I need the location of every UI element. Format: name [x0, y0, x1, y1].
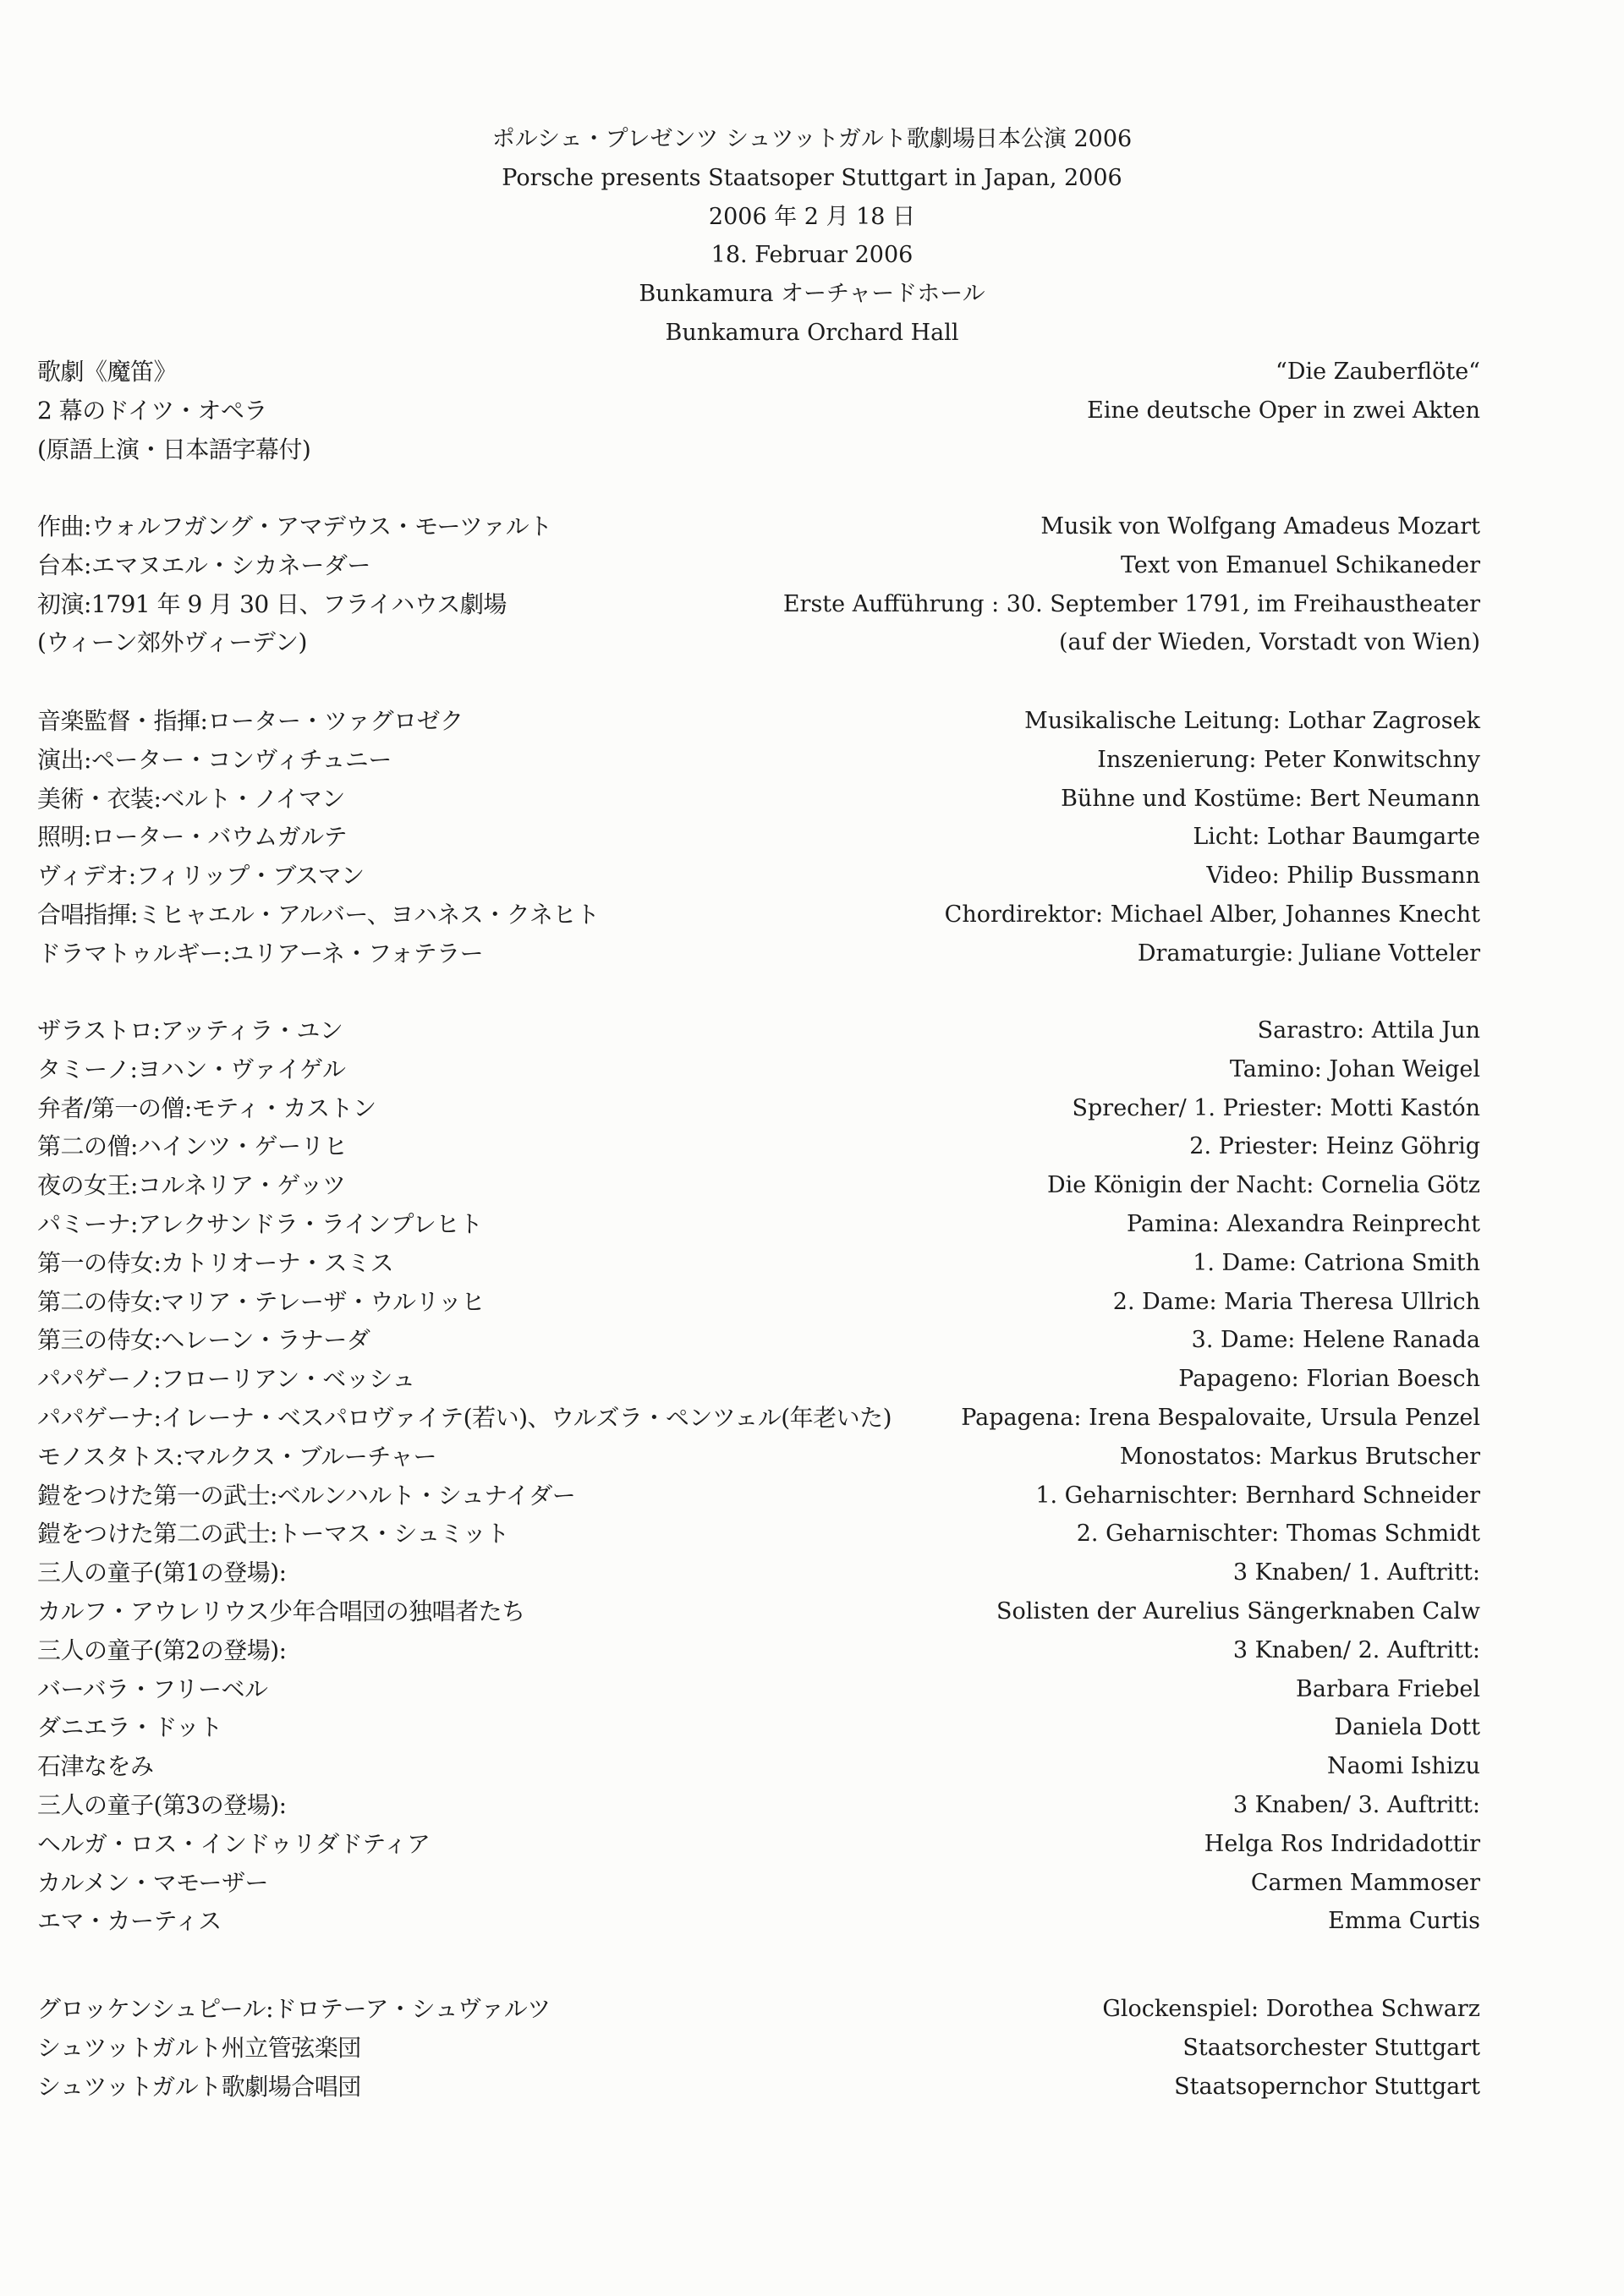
credit-de: Eine deutsche Oper in zwei Akten	[1087, 397, 1480, 424]
credit-ja: 石津なをみ	[37, 1752, 154, 1781]
credit-row	[0, 546, 1624, 585]
credit-row	[0, 1864, 1624, 1903]
credit-de: Glockenspiel: Dorothea Schwarz	[1102, 1996, 1480, 2022]
header-line-date-de: 18. Februar 2006	[710, 242, 914, 269]
credit-row	[0, 1321, 1624, 1360]
credit-de: Chordirektor: Michael Alber, Johannes Knecht	[944, 901, 1480, 928]
credit-row	[0, 1747, 1624, 1786]
credit-ja: 鎧をつけた第二の武士:トーマス・シュミット	[37, 1520, 509, 1548]
credit-ja: カルメン・マモーザー	[37, 1868, 269, 1897]
credit-de: 3 Knaben/ 3. Auftritt:	[1232, 1791, 1480, 1818]
credit-row	[0, 1631, 1624, 1670]
credit-row	[0, 1399, 1624, 1438]
credit-de: Musikalische Leitung: Lothar Zagrosek	[1024, 708, 1480, 734]
credit-de: 1. Geharnischter: Bernhard Schneider	[1035, 1482, 1480, 1509]
credit-row	[0, 623, 1624, 662]
credit-row	[0, 1902, 1624, 1941]
credit-de: 3 Knaben/ 2. Auftritt:	[1232, 1636, 1480, 1663]
credit-de: Papagena: Irena Bespalovaite, Ursula Penzel	[961, 1404, 1480, 1431]
header-line-venue-de: Bunkamura Orchard Hall	[665, 319, 959, 346]
credit-de: “Die Zauberflöte“	[1276, 359, 1480, 385]
header-line-sponsor-de: Porsche presents Staatsoper Stuttgart in Japan, 2006	[502, 164, 1122, 191]
credit-de: Emma Curtis	[1328, 1908, 1480, 1935]
credit-row	[0, 1011, 1624, 1050]
credit-row	[0, 1127, 1624, 1166]
credit-ja: タミーノ:ヨハン・ヴァイゲル	[37, 1055, 346, 1083]
credit-row	[0, 1515, 1624, 1553]
credit-de: Die Königin der Nacht: Cornelia Götz	[1046, 1172, 1480, 1199]
credit-ja: 歌劇《魔笛》	[37, 358, 178, 386]
credit-ja: バーバラ・フリーベル	[37, 1674, 268, 1703]
program-header	[0, 120, 1624, 353]
credit-row	[0, 818, 1624, 857]
credit-row	[0, 896, 1624, 934]
credit-ja: パパゲーナ:イレーナ・ベスパロヴァイテ(若い)、ウルズラ・ペンツェル(年老いた)	[37, 1403, 892, 1432]
credit-ja: 台本:エマヌエル・シカネーダー	[37, 551, 370, 579]
credit-ja: ザラストロ:アッティラ・ユン	[37, 1016, 343, 1044]
credit-ja: シュツットガルト州立管弦楽団	[37, 2033, 361, 2062]
credit-de: Sprecher/ 1. Priester: Motti Kastón	[1072, 1094, 1480, 1121]
credit-de: 2. Dame: Maria Theresa Ullrich	[1112, 1288, 1480, 1315]
credit-ja: 音楽監督・指揮:ローター・ツァグロゼク	[37, 707, 464, 735]
credit-de: Bühne und Kostüme: Bert Neumann	[1061, 785, 1480, 812]
cast-section	[0, 1011, 1624, 1941]
credit-row	[0, 1670, 1624, 1709]
credit-row	[0, 1089, 1624, 1128]
credit-row	[0, 741, 1624, 780]
credit-row	[0, 2029, 1624, 2068]
credit-ja: モノスタトス:マルクス・ブルーチャー	[37, 1442, 436, 1471]
credit-row	[0, 857, 1624, 896]
credit-ja: カルフ・アウレリウス少年合唱団の独唱者たち	[37, 1597, 525, 1625]
credit-de: Staatsorchester Stuttgart	[1182, 2034, 1480, 2061]
credit-de: 1. Dame: Catriona Smith	[1193, 1249, 1480, 1276]
credit-de: Staatsopernchor Stuttgart	[1174, 2073, 1480, 2100]
credit-row	[0, 1708, 1624, 1747]
credit-row	[0, 1166, 1624, 1205]
credit-row	[0, 780, 1624, 819]
credit-ja: エマ・カーティス	[37, 1907, 222, 1936]
credit-row	[0, 1050, 1624, 1089]
credit-row	[0, 1786, 1624, 1825]
credit-de: Dramaturgie: Juliane Votteler	[1137, 940, 1480, 967]
credit-row	[0, 2068, 1624, 2107]
credit-de: Video: Philip Bussmann	[1206, 863, 1480, 890]
credit-de: Monostatos: Markus Brutscher	[1119, 1443, 1480, 1470]
credit-de: (auf der Wieden, Vorstadt von Wien)	[1058, 629, 1480, 656]
credit-ja: 第一の侍女:カトリオーナ・スミス	[37, 1248, 394, 1277]
credit-ja: 三人の童子(第3の登場):	[37, 1790, 287, 1819]
credit-de: Naomi Ishizu	[1327, 1753, 1480, 1780]
credit-ja: ダニエラ・ドット	[37, 1713, 222, 1742]
credit-row	[0, 353, 1624, 392]
credit-ja: 三人の童子(第1の登場):	[37, 1559, 287, 1587]
credit-ja: 作曲:ウォルフガング・アマデウス・モーツァルト	[37, 512, 552, 540]
credit-de: 3. Dame: Helene Ranada	[1191, 1327, 1480, 1354]
credit-ja: 演出:ペーター・コンヴィチュニー	[37, 745, 392, 774]
credit-de: Licht: Lothar Baumgarte	[1193, 824, 1480, 851]
production-team-section	[0, 702, 1624, 973]
credit-de: 2. Geharnischter: Thomas Schmidt	[1076, 1521, 1480, 1548]
credit-ja: 初演:1791 年 9 月 30 日、フライハウス劇場	[37, 589, 507, 618]
credit-ja: ヴィデオ:フィリップ・ブスマン	[37, 862, 365, 890]
credit-ja: (ウィーン郊外ヴィーデン)	[37, 628, 307, 657]
creation-section	[0, 507, 1624, 662]
credit-row	[0, 1477, 1624, 1515]
credit-ja: 第二の侍女:マリア・テレーザ・ウルリッヒ	[37, 1287, 485, 1316]
credit-ja: 合唱指揮:ミヒャエル・アルバー、ヨハネス・クネヒト	[37, 900, 600, 929]
credit-row	[0, 1205, 1624, 1244]
ensemble-section	[0, 1990, 1624, 2106]
credit-de: Carmen Mammoser	[1250, 1869, 1480, 1896]
credit-ja: 鎧をつけた第一の武士:ベルンハルト・シュナイダー	[37, 1481, 576, 1510]
credit-ja: 2 幕のドイツ・オペラ	[37, 396, 267, 425]
credit-de: Helga Ros Indridadottir	[1204, 1830, 1480, 1857]
credit-row	[0, 585, 1624, 624]
credit-ja: 第二の僧:ハインツ・ゲーリヒ	[37, 1132, 348, 1161]
credit-row	[0, 507, 1624, 546]
credit-ja: パパゲーノ:フローリアン・ベッシュ	[37, 1365, 415, 1394]
credit-row	[0, 392, 1624, 430]
credit-row	[0, 934, 1624, 973]
credit-de: 2. Priester: Heinz Göhrig	[1189, 1133, 1480, 1160]
credit-row	[0, 430, 1624, 469]
credit-row	[0, 702, 1624, 741]
credit-ja: ヘルガ・ロス・インドゥリダドティア	[37, 1829, 431, 1858]
credit-ja: 夜の女王:コルネリア・ゲッツ	[37, 1171, 346, 1200]
credit-row	[0, 1283, 1624, 1322]
credit-row	[0, 1990, 1624, 2029]
title-section	[0, 353, 1624, 469]
credit-row	[0, 1825, 1624, 1864]
credit-row	[0, 1592, 1624, 1631]
credit-de: Text von Emanuel Schikaneder	[1120, 551, 1480, 578]
credit-ja: 三人の童子(第2の登場):	[37, 1636, 287, 1664]
credit-ja: 第三の侍女:ヘレーン・ラナーダ	[37, 1326, 370, 1355]
credit-de: Pamina: Alexandra Reinprecht	[1126, 1210, 1480, 1237]
header-line-sponsor-ja: ポルシェ・プレゼンツ シュツットガルト歌劇場日本公演 2006	[491, 126, 1133, 152]
credit-row	[0, 1553, 1624, 1592]
header-line-date-ja: 2006 年 2 月 18 日	[708, 203, 916, 230]
credit-de: Inszenierung: Peter Konwitschny	[1097, 746, 1480, 773]
credit-row	[0, 1244, 1624, 1283]
credit-ja: グロッケンシュピール:ドロテーア・シュヴァルツ	[37, 1995, 551, 2023]
credit-ja: 美術・衣装:ベルト・ノイマン	[37, 784, 345, 813]
credit-de: 3 Knaben/ 1. Auftritt:	[1232, 1559, 1480, 1586]
header-line-venue-ja: Bunkamura オーチャードホール	[639, 281, 985, 308]
credit-row	[0, 1360, 1624, 1399]
credit-ja: シュツットガルト歌劇場合唱団	[37, 2072, 361, 2101]
credit-de: Papageno: Florian Boesch	[1178, 1366, 1480, 1393]
credit-de: Erste Aufführung : 30. September 1791, im Freihaustheater	[782, 590, 1480, 617]
credit-de: Musik von Wolfgang Amadeus Mozart	[1040, 513, 1480, 540]
credit-de: Tamino: Johan Weigel	[1229, 1055, 1480, 1082]
credit-de: Sarastro: Attila Jun	[1257, 1017, 1480, 1044]
credit-de: Solisten der Aurelius Sängerknaben Calw	[996, 1597, 1480, 1625]
credit-de: Barbara Friebel	[1296, 1675, 1480, 1702]
credit-ja: 照明:ローター・バウムガルテ	[37, 823, 348, 852]
credit-ja: (原語上演・日本語字幕付)	[37, 435, 311, 463]
credit-de: Daniela Dott	[1334, 1714, 1480, 1741]
credit-ja: パミーナ:アレクサンドラ・ラインプレヒト	[37, 1209, 483, 1238]
credit-row	[0, 1438, 1624, 1477]
credit-ja: ドラマトゥルギー:ユリアーネ・フォテラー	[37, 939, 484, 967]
credit-ja: 弁者/第一の僧:モティ・カストン	[37, 1093, 376, 1122]
